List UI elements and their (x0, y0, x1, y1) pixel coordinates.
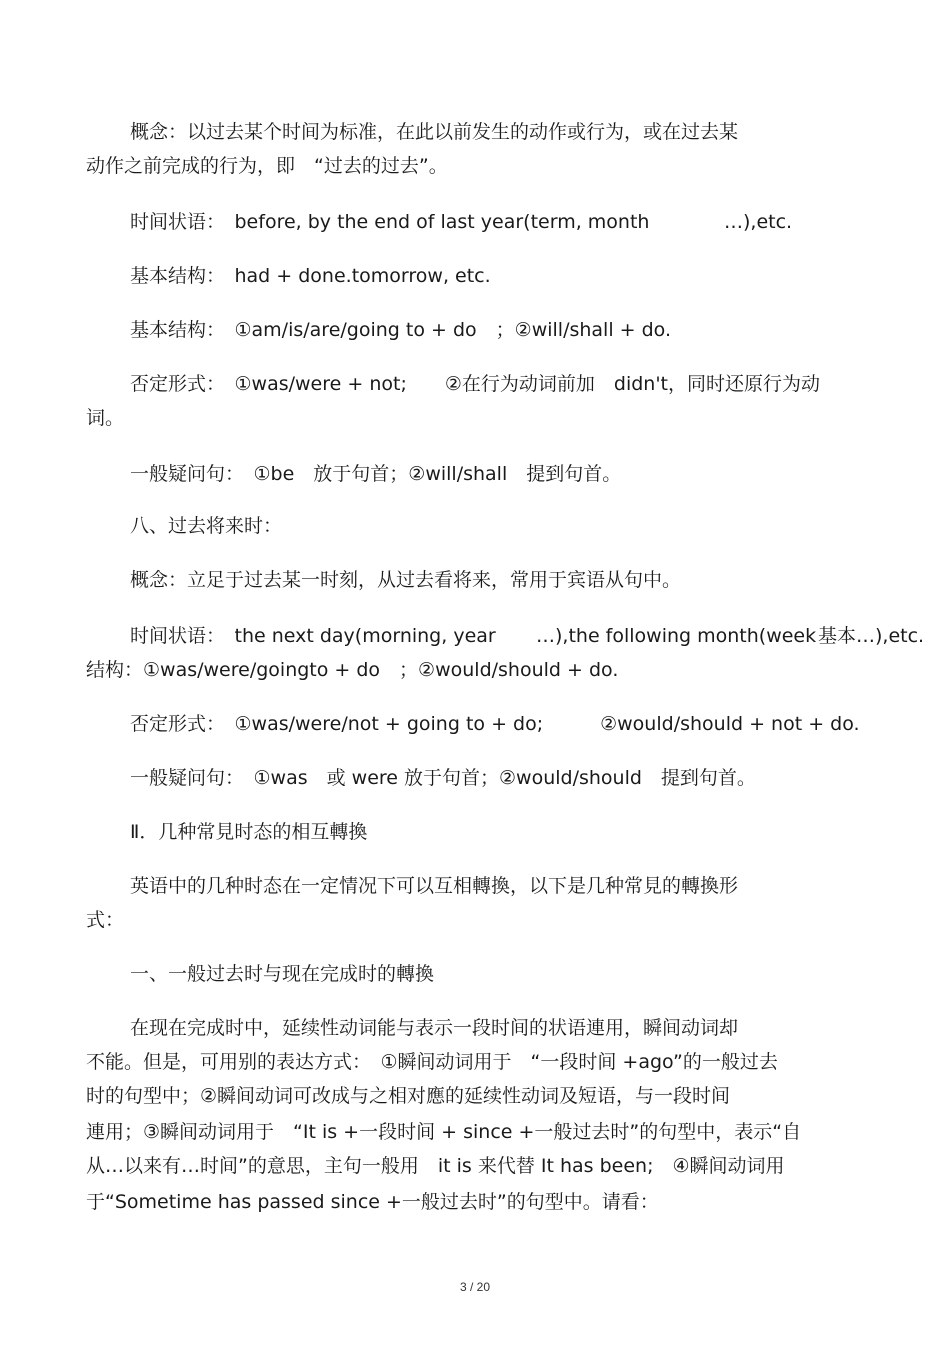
section-heading: 一、一般过去时与现在完成时的轉換 (130, 963, 435, 985)
text-line: 在现在完成时中，延续性动词能与表示一段时间的状语連用，瞬间动词却 (130, 1017, 739, 1039)
text-line: 基本…),etc. (818, 625, 925, 647)
text-line: 概念：立足于过去某一时刻，从过去看将来，常用于宾语从句中。 (130, 569, 682, 591)
text-line: 連用；③瞬间动词用于 “It is +一段时间 + since +一般过去时”的句型中，表示“自 (86, 1121, 802, 1143)
text-line: 不能。但是，可用别的表达方式： ①瞬间动词用于 “一段时间 +ago”的一般过去 (86, 1051, 778, 1073)
text-line: 一般疑问句： ①be 放于句首；②will/shall 提到句首。 (130, 463, 622, 485)
text-line: 一般疑问句： ①was 或 were 放于句首；②would/should 提到句首。 (130, 767, 756, 789)
text-line: 基本结构： ①am/is/are/going to + do ；②will/shall + do. (130, 319, 671, 341)
text-line: 否定形式： ①was/were + not; ②在行为动词前加 didn't，同时还原行为动 (130, 373, 820, 395)
text-line: 词。 (86, 407, 125, 429)
text-line: …),etc. (724, 211, 793, 233)
text-line: 时的句型中；②瞬间动词可改成与之相对應的延续性动词及短语，与一段时间 (86, 1085, 731, 1107)
text-line: 时间状语： before, by the end of last year(term, month (130, 211, 650, 233)
page-number: 3 / 20 (459, 1280, 491, 1294)
text-line: 从…以来有…时间”的意思，主句一般用 it is 来代替 It has been; ④瞬间动词用 (86, 1155, 785, 1177)
text-line: 式： (86, 909, 125, 931)
text-line: 结构：①was/were/goingto + do ；②would/should + do. (86, 659, 619, 681)
text-line: 否定形式： ①was/were/not + going to + do; ②would/should + not + do. (130, 713, 860, 735)
text-line: 概念：以过去某个时间为标准，在此以前发生的动作或行为，或在过去某 (130, 121, 739, 143)
text-line: 动作之前完成的行为，即 “过去的过去”。 (86, 155, 448, 177)
text-line: 于“Sometime has passed since +一般过去时”的句型中。请看： (86, 1191, 659, 1213)
section-heading: Ⅱ．几种常見时态的相互轉換 (130, 821, 368, 843)
text-line: 英语中的几种时态在一定情况下可以互相轉換，以下是几种常見的轉換形 (130, 875, 739, 897)
text-line: 时间状语： the next day(morning, year (130, 625, 496, 647)
text-line: 基本结构： had + done.tomorrow, etc. (130, 265, 491, 287)
text-line: …),the following month(week (536, 625, 817, 647)
section-heading: 八、过去将来时： (130, 515, 283, 537)
